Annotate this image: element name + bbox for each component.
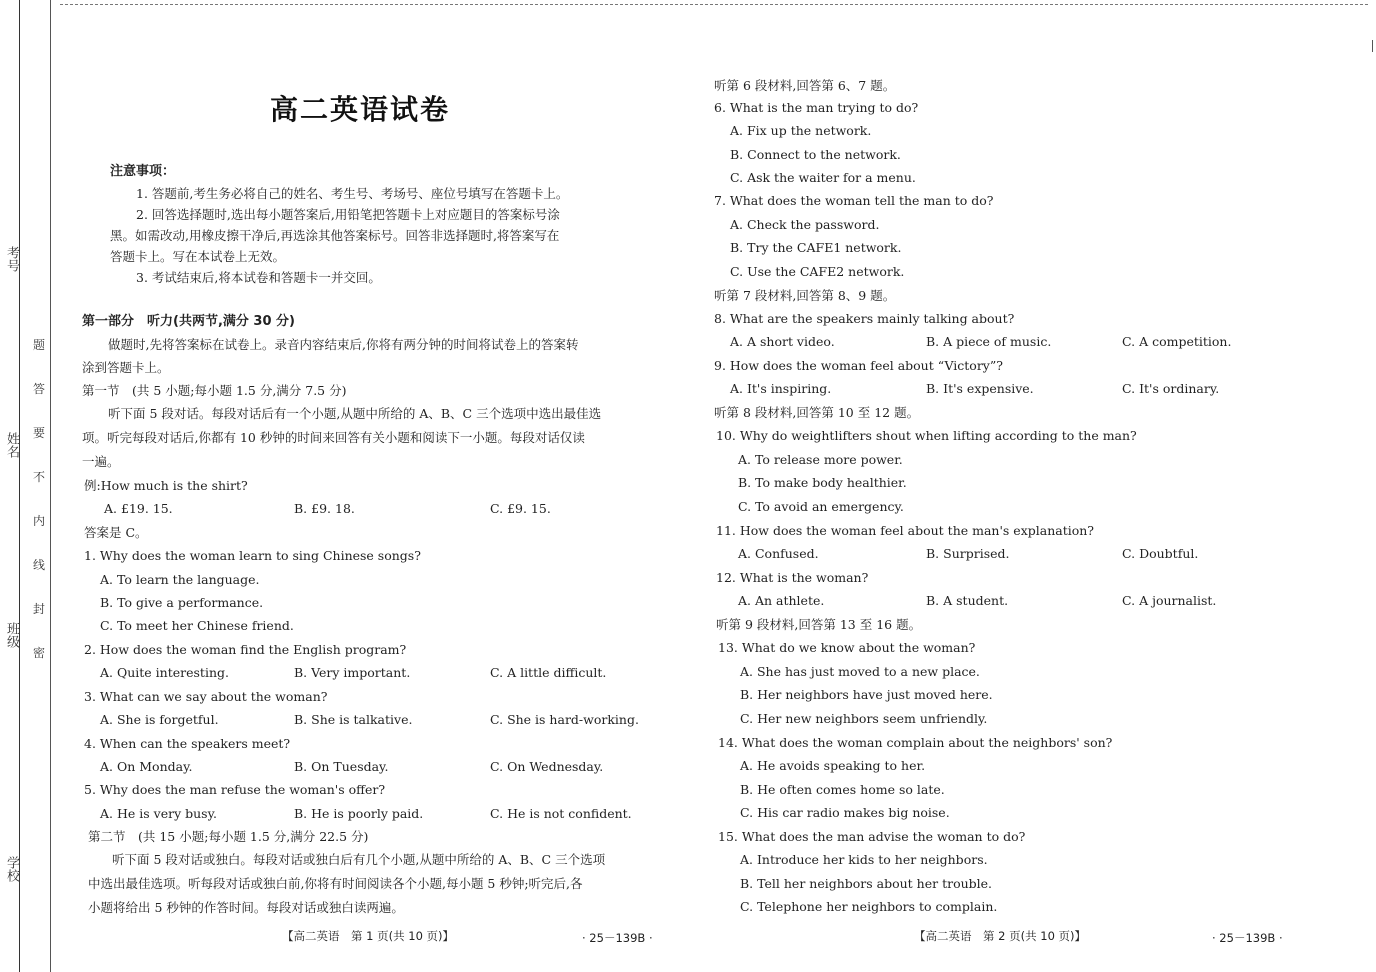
option: C. It's ordinary. — [1122, 381, 1220, 396]
example-question: 例:How much is the shirt? — [84, 478, 248, 493]
option: B. A student. — [926, 593, 1009, 608]
option: A. He avoids speaking to her. — [740, 758, 926, 773]
option: C. A little difficult. — [490, 665, 607, 680]
option: B. Surprised. — [926, 546, 1010, 561]
option: B. He is poorly paid. — [294, 806, 424, 821]
footer-code: · 25－139B · — [1212, 931, 1283, 945]
top-dashed-border — [60, 4, 1368, 5]
question: 13. What do we know about the woman? — [718, 640, 976, 655]
seal-char: 封 — [33, 602, 46, 616]
section1-heading: 第一节 (共 5 小题;每小题 1.5 分,满分 7.5 分) — [82, 383, 347, 398]
option: C. Use the CAFE2 network. — [730, 264, 905, 279]
example-option: B. £9. 18. — [294, 501, 355, 516]
option: A. To learn the language. — [100, 572, 260, 587]
question: 6. What is the man trying to do? — [714, 100, 919, 115]
side-label-class: 班级 — [4, 622, 19, 648]
option: C. To avoid an emergency. — [738, 499, 904, 514]
section2-instruction: 听下面 5 段对话或独白。每段对话或独白后有几个小题,从题中所给的 A、B、C 三个选项 — [112, 852, 606, 867]
option: B. It's expensive. — [926, 381, 1034, 396]
section2-instruction: 小题将给出 5 秒钟的作答时间。每段对话或独白读两遍。 — [88, 900, 404, 915]
material-heading: 听第 8 段材料,回答第 10 至 12 题。 — [714, 405, 920, 420]
option: A. He is very busy. — [100, 806, 217, 821]
section1-instruction: 项。听完每段对话后,你都有 10 秒钟的时间来回答有关小题和阅读下一小题。每段对话仅读 — [82, 430, 585, 445]
question: 1. Why does the woman learn to sing Chinese songs? — [84, 548, 421, 563]
option: A. She has just moved to a new place. — [740, 664, 980, 679]
part1-intro: 涂到答题卡上。 — [82, 360, 170, 375]
question: 10. Why do weightlifters shout when lifting according to the man? — [716, 428, 1137, 443]
option: A. Check the password. — [730, 217, 880, 232]
option: B. Very important. — [294, 665, 411, 680]
footer-code: · 25－139B · — [582, 931, 653, 945]
material-heading: 听第 6 段材料,回答第 6、7 题。 — [714, 78, 896, 93]
footer-page-label: 【高二英语 第 1 页(共 10 页)】 — [282, 929, 455, 943]
option: B. She is talkative. — [294, 712, 413, 727]
option: A. Quite interesting. — [100, 665, 229, 680]
notice-line: 黑。如需改动,用橡皮擦干净后,再选涂其他答案标号。回答非选择题时,将答案写在 — [110, 228, 560, 243]
option: A. Confused. — [738, 546, 819, 561]
question: 8. What are the speakers mainly talking about? — [714, 311, 1015, 326]
section2-instruction: 中选出最佳选项。听每段对话或独白前,你将有时间阅读各个小题,每小题 5 秒钟;听完后,各 — [88, 876, 583, 891]
notice-line: 答题卡上。写在本试卷上无效。 — [110, 249, 286, 264]
part1-heading: 第一部分 听力(共两节,满分 30 分) — [82, 314, 295, 329]
example-option: C. £9. 15. — [490, 501, 551, 516]
seal-char: 内 — [33, 514, 46, 528]
notice-line: 1. 答题前,考生务必将自己的姓名、考生号、考场号、座位号填写在答题卡上。 — [136, 186, 569, 201]
footer-page-label: 【高二英语 第 2 页(共 10 页)】 — [914, 929, 1087, 943]
question: 9. How does the woman feel about “Victory”? — [714, 358, 1003, 373]
option: B. Connect to the network. — [730, 147, 901, 162]
option: C. On Wednesday. — [490, 759, 604, 774]
seal-char: 不 — [33, 470, 46, 484]
question: 14. What does the woman complain about the neighbors' son? — [718, 735, 1113, 750]
option: B. On Tuesday. — [294, 759, 389, 774]
material-heading: 听第 7 段材料,回答第 8、9 题。 — [714, 288, 896, 303]
option: C. Telephone her neighbors to complain. — [740, 899, 998, 914]
option: B. To make body healthier. — [738, 475, 907, 490]
option: B. A piece of music. — [926, 334, 1052, 349]
option: A. On Monday. — [100, 759, 193, 774]
option: C. A competition. — [1122, 334, 1232, 349]
option: B. To give a performance. — [100, 595, 264, 610]
question: 3. What can we say about the woman? — [84, 689, 328, 704]
question: 7. What does the woman tell the man to do? — [714, 193, 994, 208]
option: A. Introduce her kids to her neighbors. — [740, 852, 988, 867]
option: A. She is forgetful. — [100, 712, 219, 727]
seal-char: 线 — [33, 558, 46, 572]
option: C. Doubtful. — [1122, 546, 1199, 561]
binding-line-outer — [19, 0, 20, 972]
notice-heading: 注意事项： — [110, 164, 176, 179]
question: 2. How does the woman find the English program? — [84, 642, 407, 657]
option: A. A short video. — [730, 334, 835, 349]
option: B. Her neighbors have just moved here. — [740, 687, 993, 702]
option: B. Tell her neighbors about her trouble. — [740, 876, 993, 891]
section1-instruction: 听下面 5 段对话。每段对话后有一个小题,从题中所给的 A、B、C 三个选项中选出最佳选 — [108, 406, 602, 421]
question: 15. What does the man advise the woman to do? — [718, 829, 1026, 844]
part1-intro: 做题时,先将答案标在试卷上。录音内容结束后,你将有两分钟的时间将试卷上的答案转 — [108, 337, 579, 352]
exam-title: 高二英语试卷 — [270, 93, 451, 126]
seal-char: 要 — [33, 426, 46, 440]
example-option: A. £19. 15. — [104, 501, 173, 516]
option: C. Her new neighbors seem unfriendly. — [740, 711, 988, 726]
section1-instruction: 一遍。 — [82, 454, 120, 469]
option: C. Ask the waiter for a menu. — [730, 170, 916, 185]
option: C. He is not confident. — [490, 806, 632, 821]
question: 4. When can the speakers meet? — [84, 736, 291, 751]
side-label-school: 学校 — [4, 856, 19, 882]
seal-char: 密 — [33, 646, 46, 660]
notice-line: 2. 回答选择题时,选出每小题答案后,用铅笔把答题卡上对应题目的答案标号涂 — [136, 207, 560, 222]
material-heading: 听第 9 段材料,回答第 13 至 16 题。 — [716, 617, 922, 632]
option: A. To release more power. — [738, 452, 903, 467]
option: C. A journalist. — [1122, 593, 1217, 608]
seal-char: 答 — [33, 382, 46, 396]
question: 12. What is the woman? — [716, 570, 869, 585]
side-label-name: 姓名 — [4, 432, 19, 458]
option: B. He often comes home so late. — [740, 782, 945, 797]
option: C. She is hard-working. — [490, 712, 639, 727]
notice-line: 3. 考试结束后,将本试卷和答题卡一并交回。 — [136, 270, 381, 285]
side-label-exam-no: 考号 — [4, 246, 19, 272]
binding-line-inner — [50, 0, 51, 972]
example-answer: 答案是 C。 — [84, 525, 148, 540]
option: A. It's inspiring. — [730, 381, 832, 396]
question: 5. Why does the man refuse the woman's offer? — [84, 782, 386, 797]
option: C. His car radio makes big noise. — [740, 805, 950, 820]
question: 11. How does the woman feel about the man's explanation? — [716, 523, 1095, 538]
seal-char: 题 — [33, 338, 46, 352]
option: B. Try the CAFE1 network. — [730, 240, 902, 255]
corner-mark — [1372, 40, 1373, 52]
option: A. An athlete. — [738, 593, 825, 608]
option: A. Fix up the network. — [730, 123, 872, 138]
section2-heading: 第二节 (共 15 小题;每小题 1.5 分,满分 22.5 分) — [88, 829, 369, 844]
option: C. To meet her Chinese friend. — [100, 618, 294, 633]
